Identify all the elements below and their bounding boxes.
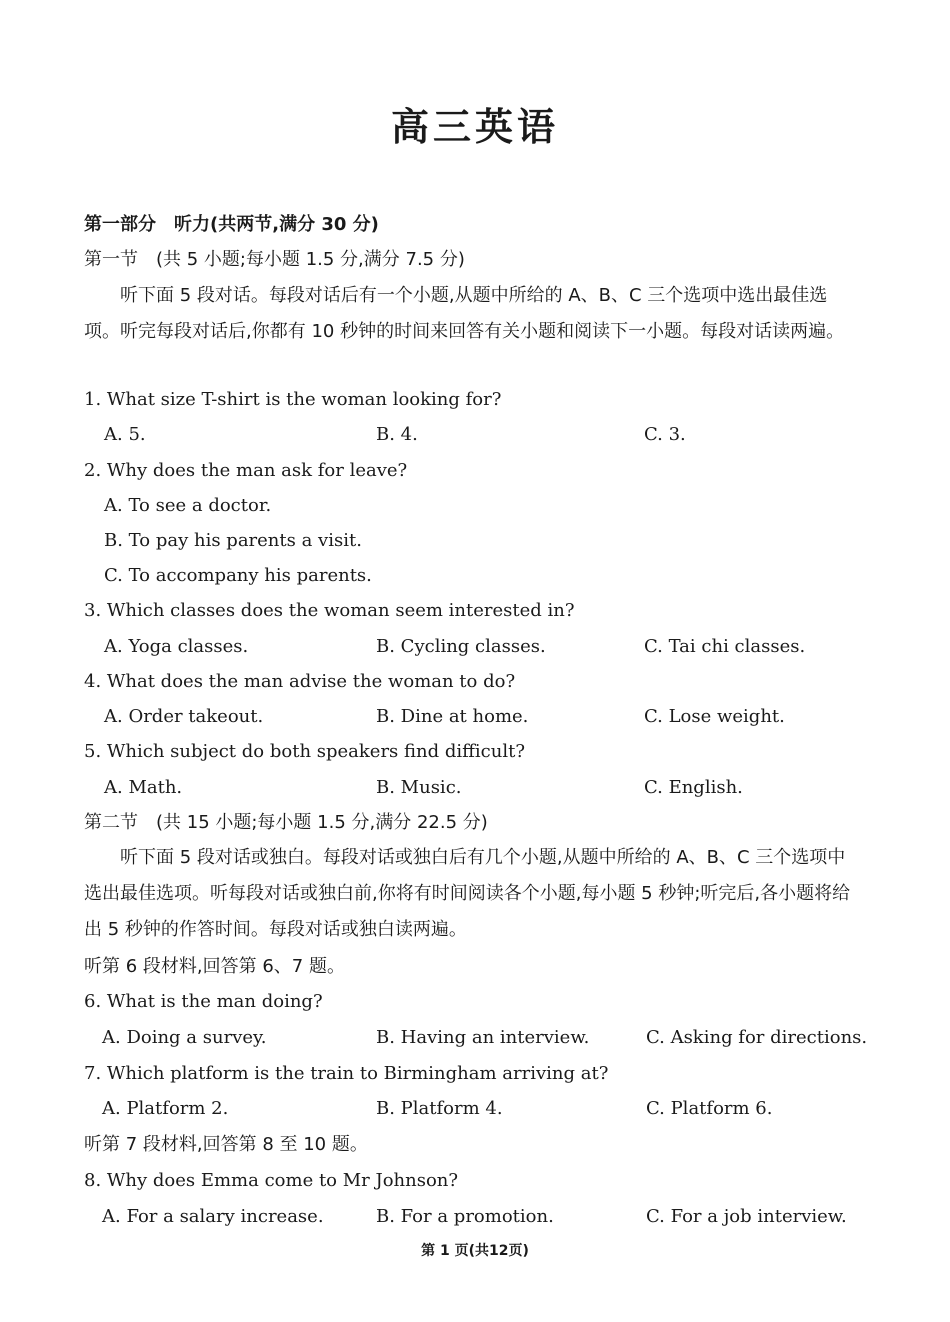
part1-heading: 第一部分 听力(共两节,满分 30 分) <box>84 214 379 235</box>
q7-option-a: A. Platform 2. <box>102 1098 229 1119</box>
page-footer: 第 1 页(共12页) <box>421 1243 529 1259</box>
q7-option-c: C. Platform 6. <box>646 1098 773 1119</box>
q3-option-b: B. Cycling classes. <box>376 636 546 657</box>
q8-option-c: C. For a job interview. <box>646 1206 847 1227</box>
q2-option-b: B. To pay his parents a visit. <box>104 530 362 551</box>
q6-option-a: A. Doing a survey. <box>102 1027 267 1048</box>
q7-option-b: B. Platform 4. <box>376 1098 503 1119</box>
section2-heading: 第二节 (共 15 小题;每小题 1.5 分,满分 22.5 分) <box>84 812 488 833</box>
section1-instructions: 听下面 5 段对话。每段对话后有一个小题,从题中所给的 A、B、C 三个选项中选出最佳选项。听完每段对话后,你都有 10 秒钟的时间来回答有关小题和阅读下一小题。每段对话读两遍。 <box>84 285 845 342</box>
q4-option-b: B. Dine at home. <box>376 706 529 727</box>
q1-option-a: A. 5. <box>104 424 146 445</box>
question-2: 2. Why does the man ask for leave? <box>84 460 408 481</box>
q1-option-b: B. 4. <box>376 424 418 445</box>
q8-option-b: B. For a promotion. <box>376 1206 554 1227</box>
q1-option-c: C. 3. <box>644 424 686 445</box>
section2-instructions: 听下面 5 段对话或独白。每段对话或独白后有几个小题,从题中所给的 A、B、C 三个选项中选出最佳选项。听每段对话或独白前,你将有时间阅读各个小题,每小题 5 秒钟;听完后,各小题将给出 5 秒钟的作答时间。每段对话或独白读两遍。 <box>84 847 851 940</box>
q4-option-a: A. Order takeout. <box>104 706 264 727</box>
q6-option-b: B. Having an interview. <box>376 1027 590 1048</box>
q5-option-a: A. Math. <box>104 777 183 798</box>
q3-option-a: A. Yoga classes. <box>104 636 249 657</box>
material-7-note: 听第 7 段材料,回答第 8 至 10 题。 <box>84 1134 368 1155</box>
q2-option-c: C. To accompany his parents. <box>104 565 372 586</box>
question-5: 5. Which subject do both speakers find difficult? <box>84 741 525 762</box>
material-6-note: 听第 6 段材料,回答第 6、7 题。 <box>84 956 345 977</box>
q5-option-c: C. English. <box>644 777 743 798</box>
question-7: 7. Which platform is the train to Birmingham arriving at? <box>84 1063 609 1084</box>
question-8: 8. Why does Emma come to Mr Johnson? <box>84 1170 459 1191</box>
question-4: 4. What does the man advise the woman to do? <box>84 671 516 692</box>
question-1: 1. What size T-shirt is the woman looking for? <box>84 389 502 410</box>
section1-heading: 第一节 (共 5 小题;每小题 1.5 分,满分 7.5 分) <box>84 249 465 270</box>
q4-option-c: C. Lose weight. <box>644 706 785 727</box>
q8-option-a: A. For a salary increase. <box>102 1206 324 1227</box>
question-3: 3. Which classes does the woman seem interested in? <box>84 600 575 621</box>
q6-option-c: C. Asking for directions. <box>646 1027 868 1048</box>
q3-option-c: C. Tai chi classes. <box>644 636 806 657</box>
q2-option-a: A. To see a doctor. <box>104 495 272 516</box>
page-title: 高三英语 <box>390 105 559 149</box>
question-6: 6. What is the man doing? <box>84 991 323 1012</box>
q5-option-b: B. Music. <box>376 777 462 798</box>
